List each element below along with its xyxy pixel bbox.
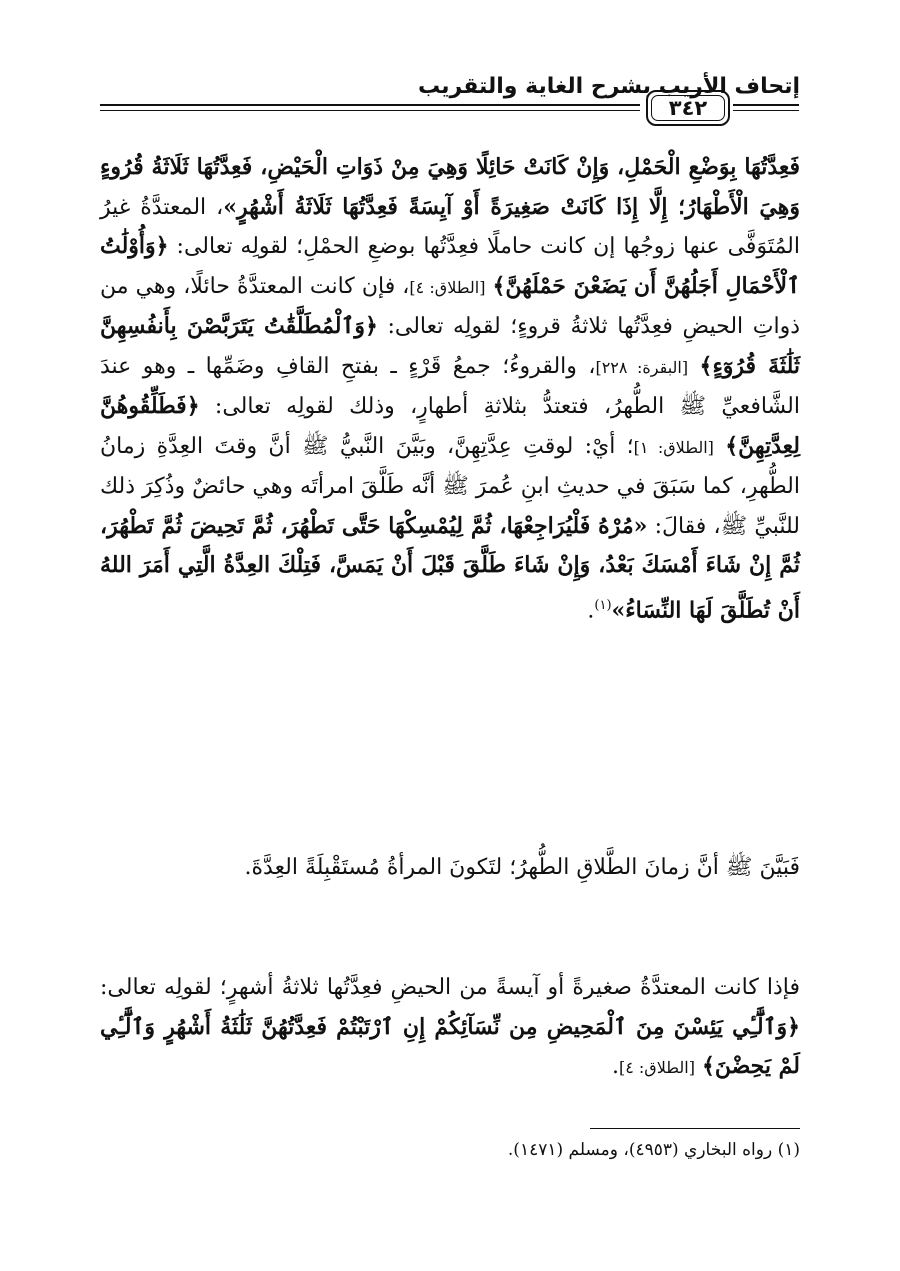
matn-text: فَعِدَّتُهَا بِوَضْعِ الْحَمْلِ، وَإِنْ كَانَتْ حَائِلًا وَهِيَ مِنْ ذَوَاتِ الْحَيْضِ، فَعِدَّتُهَا ثَلَاثَةُ قُرُوءٍ وَهِيَ الْأَطْهَارُ؛ إِلَّا إِذَا كَانَتْ صَغِيرَةً أَوْ آيِسَةً فَعِدَّتُهَا ثَلَاثَةُ أَشْهُرٍ» — [100, 154, 800, 220]
running-header-title: إتحاف الأريب بشرح الغاية والتقريب — [417, 74, 800, 99]
quran-verse: ﴿وَٱلَّٰٓـِٔي يَئِسْنَ مِنَ ٱلْمَحِيضِ مِن نِّسَآئِكُمْ إِنِ ٱرْتَبْتُمْ فَعِدَّتُهُنَّ ثَلَٰثَةُ أَشْهُرٍ وَٱلَّٰٓـِٔي لَمْ يَحِضْنَ﴾ — [100, 1013, 800, 1079]
paragraph-2 — [100, 848, 800, 888]
footnote-separator — [590, 1128, 800, 1129]
commentary-text: فإذا كانت المعتدَّةُ صغيرةً أو آيسةً من الحيضِ فعِدَّتُها ثلاثةُ أشهرٍ؛ لقولِه تعالى: — [100, 975, 800, 1000]
header-rule — [733, 104, 799, 106]
commentary-text: . — [611, 1054, 619, 1079]
paragraph-1 — [100, 148, 800, 630]
page-number-frame — [646, 90, 730, 126]
quran-verse: ﴿وَٱلْمُطَلَّقَٰتُ يَتَرَبَّصْنَ بِأَنفُسِهِنَّ ثَلَٰثَةَ قُرُوٓءٍ﴾ — [100, 313, 801, 379]
hadith-text: «مُرْهُ فَلْيُرَاجِعْهَا، ثُمَّ لِيُمْسِكْهَا حَتَّى تَطْهُرَ، ثُمَّ تَحِيضَ ثُمَّ تَطْهُرَ، ثُمَّ إِنْ شَاءَ أَمْسَكَ بَعْدُ، وَإِنْ شَاءَ طَلَّقَ قَبْلَ أَنْ يَمَسَّ، فَتِلْكَ العِدَّةُ الَّتِي أَمَرَ اللهُ أَنْ تُطَلَّقَ لَهَا النِّسَاءُ» — [100, 512, 800, 623]
header-rule — [733, 110, 799, 111]
header-rule — [100, 110, 640, 111]
quran-verse: ﴿وَأُوْلَٰتُ ٱلْأَحْمَالِ أَجَلُهُنَّ أَن يَضَعْنَ حَمْلَهُنَّ﴾ — [100, 233, 800, 299]
verse-reference: [الطلاق: ١] — [633, 437, 714, 457]
commentary-text: ، فإن كانت المعتدَّةُ حائلًا، وهي من ذواتِ الحيضِ فعِدَّتُها ثلاثةُ قروءٍ؛ لقولِه تعالى: — [100, 273, 800, 339]
commentary-text: . — [587, 597, 595, 623]
paragraph-3 — [100, 968, 800, 1088]
footnote-marker[interactable]: (١) — [594, 597, 612, 613]
commentary-text: ، والقروءُ؛ جمعُ قَرْءٍ ـ بفتحِ القافِ وضَمِّها ـ وهو عندَ الشَّافعيِّ ﷺ الطُّهرُ، فتعتدُّ بثلاثةِ أطهارٍ، وذلك لقولِه تعالى: — [100, 353, 800, 419]
verse-reference: [البقرة: ٢٢٨] — [595, 357, 689, 377]
page-number: ٣٤٢ — [668, 96, 708, 120]
verse-reference: [الطلاق: ٤] — [618, 1058, 695, 1077]
commentary-text: فَبَيَّنَ ﷺ أنَّ زمانَ الطَّلاقِ الطُّهرُ؛ لتَكونَ المرأةُ مُستَقْبِلَةً العِدَّةَ. — [244, 855, 800, 880]
commentary-text: ؛ أيْ: لوقتِ عِدَّتِهِنَّ، وبَيَّنَ النَّبيُّ ﷺ أنَّ وقتَ العِدَّةِ زمانُ الطُّهرِ، كما سَبَقَ في حديثِ ابنِ عُمرَ ﷺ أنَّه طَلَّقَ امرأتَه وهي حائضٌ وذُكِرَ ذلك للنَّبيِّ ﷺ، فقالَ: — [100, 433, 800, 539]
verse-reference: [الطلاق: ٤] — [409, 277, 486, 297]
footnote: (١) رواه البخاري (٤٩٥٣)، ومسلم (١٤٧١). — [507, 1140, 800, 1160]
header-rule — [100, 104, 640, 106]
commentary-text: ، المعتدَّةُ غيرُ المُتَوَفَّى عنها زوجُها إن كانت حاملًا فعِدَّتُها بوضعِ الحمْلِ؛ لقولِه تعالى: — [100, 194, 800, 259]
quran-verse: ﴿فَطَلِّقُوهُنَّ لِعِدَّتِهِنَّ﴾ — [100, 393, 800, 459]
